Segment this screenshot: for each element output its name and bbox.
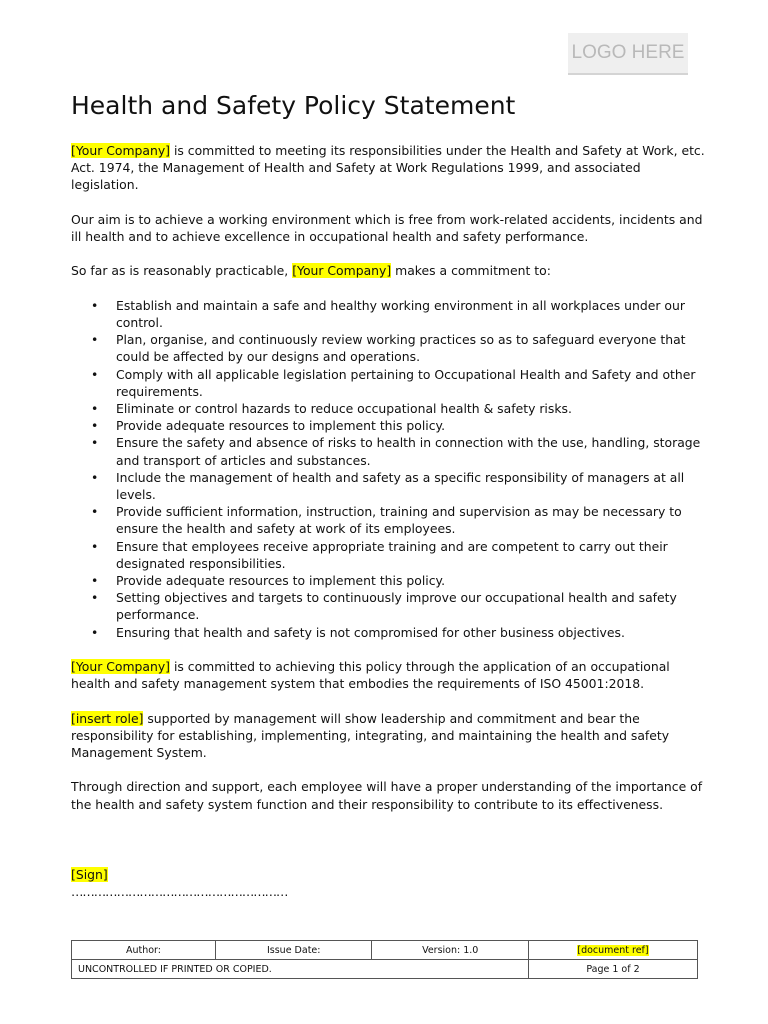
bullet-icon: • <box>91 538 99 554</box>
table-row <box>72 941 698 960</box>
list-item <box>91 589 711 623</box>
paragraph-commitment-intro <box>71 142 711 194</box>
document-footer-table <box>71 940 698 979</box>
bullet-icon: • <box>91 435 99 451</box>
list-item <box>91 624 711 641</box>
document-ref-cell <box>528 941 697 960</box>
list-item-text: Provide sufficient information, instruction, training and supervision as may be necessary to ensure the health and safety at work of its employees. <box>116 504 682 537</box>
list-item <box>91 503 711 537</box>
list-item <box>91 572 711 589</box>
list-item-text: Include the management of health and safety as a specific responsibility of managers at all levels. <box>116 469 685 503</box>
bullet-icon: • <box>91 504 99 520</box>
commitment-list <box>71 297 711 641</box>
version-cell: Version: 1.0 <box>372 941 529 960</box>
paragraph-employee-responsibility: Through direction and support, each employee will have a proper understanding of the importance of the health and safety system function and their responsibility to contribute to its effectiveness. <box>71 779 703 812</box>
paragraph-leadership <box>71 710 711 762</box>
bullet-icon: • <box>91 590 99 606</box>
document-title: Health and Safety Policy Statement <box>71 91 516 120</box>
bullet-icon: • <box>91 366 99 382</box>
list-item-text: Plan, organise, and continuously review working practices so as to safeguard everyone that could be affected by our designs and operations. <box>116 332 686 365</box>
paragraph-text: makes a commitment to: <box>391 263 551 279</box>
company-placeholder: [Your Company] <box>71 659 171 675</box>
list-item-text: Establish and maintain a safe and healthy working environment in all workplaces under our control. <box>116 297 685 330</box>
list-item <box>91 331 711 365</box>
bullet-icon: • <box>91 573 99 589</box>
list-item-text: Ensure the safety and absence of risks to health in connection with the use, handling, storage and transport of articles and substances. <box>116 435 701 468</box>
paragraph-text: supported by management will show leadership and commitment and bear the responsibility for establishing, implementing, integrating, and maintaining the health and safety Management System. <box>71 710 670 761</box>
list-item-text: Eliminate or control hazards to reduce occupational health & safety risks. <box>116 401 572 416</box>
list-item-text: Ensuring that health and safety is not compromised for other business objectives. <box>116 624 625 640</box>
issue-date-cell: Issue Date: <box>215 941 372 960</box>
list-item <box>91 366 711 400</box>
signature-block <box>71 866 287 900</box>
paragraph-aim: Our aim is to achieve a working environment which is free from work-related accidents, incidents and ill health and to achieve excellence in occupational health and safety performance. <box>71 211 703 244</box>
sign-placeholder: [Sign] <box>71 867 108 882</box>
list-item-text: Provide adequate resources to implement this policy. <box>116 418 446 434</box>
list-item <box>91 469 711 503</box>
bullet-icon: • <box>91 401 99 416</box>
paragraph-text: So far as is reasonably practicable, <box>71 263 293 279</box>
uncontrolled-notice-cell: UNCONTROLLED IF PRINTED OR COPIED. <box>72 960 529 979</box>
bullet-icon: • <box>91 624 99 640</box>
signature-line: ………………………………………………… <box>71 884 288 900</box>
list-item <box>91 434 711 468</box>
paragraph-text: is committed to achieving this policy through the application of an occupational health and safety management system that embodies the requirements of ISO 45001:2018. <box>71 659 670 692</box>
bullet-icon: • <box>91 469 99 485</box>
logo-placeholder: LOGO HERE <box>568 33 688 75</box>
company-placeholder: [Your Company] <box>71 143 171 158</box>
bullet-icon: • <box>91 332 99 348</box>
list-item-text: Setting objectives and targets to continuously improve our occupational health and safety performance. <box>116 590 677 623</box>
list-item <box>91 400 711 417</box>
company-placeholder: [Your Company] <box>292 263 392 279</box>
bullet-icon: • <box>91 297 99 313</box>
paragraph-management-system <box>71 658 711 692</box>
list-item-text: Ensure that employees receive appropriate training and are competent to carry out their designated responsibilities. <box>116 538 668 571</box>
author-cell: Author: <box>72 941 216 960</box>
list-item-text: Provide adequate resources to implement this policy. <box>116 573 446 589</box>
role-placeholder: [insert role] <box>71 710 144 726</box>
list-item <box>91 417 711 434</box>
page-number-cell: Page 1 of 2 <box>528 960 697 979</box>
list-item <box>91 297 711 331</box>
list-item <box>91 538 711 572</box>
bullet-icon: • <box>91 418 99 434</box>
table-row <box>72 960 698 979</box>
paragraph-commitment-lead <box>71 262 711 279</box>
list-item-text: Comply with all applicable legislation pertaining to Occupational Health and Safety and other requirements. <box>116 366 696 399</box>
document-ref-placeholder: [document ref] <box>577 944 649 956</box>
paragraph-text: is committed to meeting its responsibilities under the Health and Safety at Work, etc. Act. 1974, the Management of Health and Safety at Work Regulations 1999, and associated legislation. <box>71 143 705 193</box>
policy-body <box>71 142 711 830</box>
